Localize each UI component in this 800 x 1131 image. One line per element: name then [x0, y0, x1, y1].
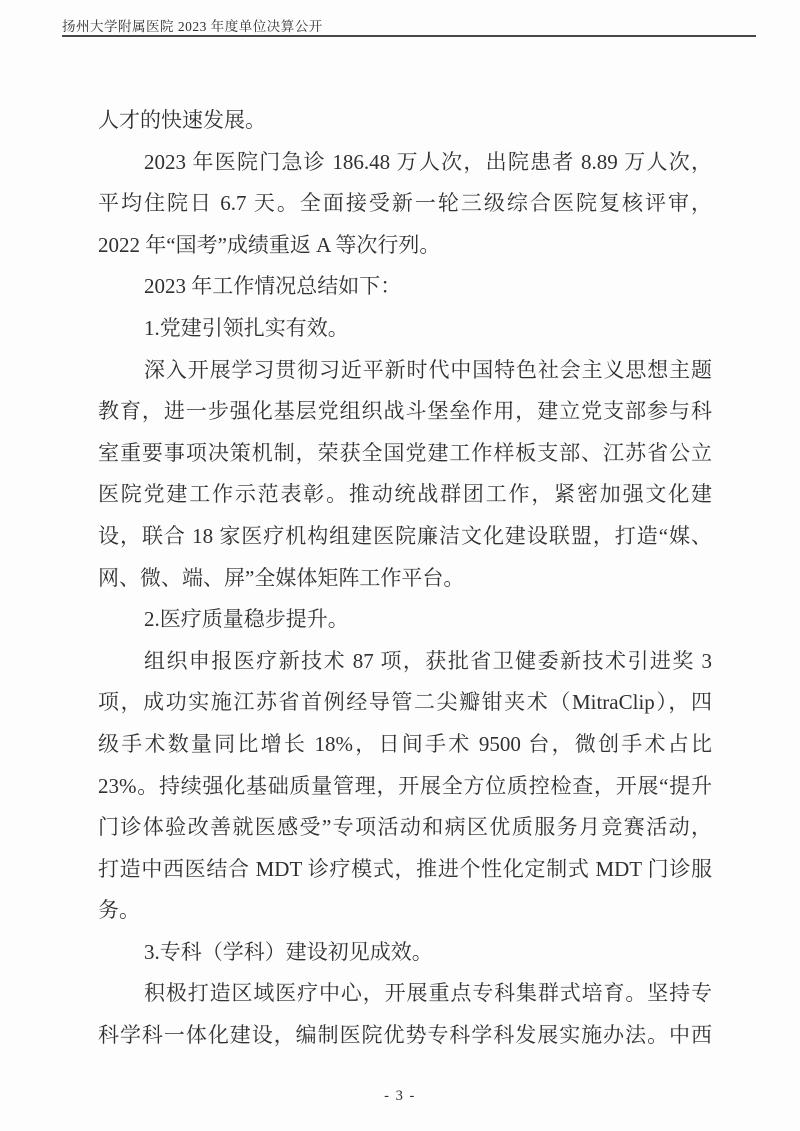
text-line: 1.党建引领扎实有效。 — [144, 315, 349, 340]
text-line: 23%。持续强化基础质量管理，开展全方位质控检查，开展“提升 — [98, 773, 712, 798]
text-line: 2.医疗质量稳步提升。 — [144, 607, 349, 632]
text-line: 网、微、端、屏”全媒体矩阵工作平台。 — [98, 565, 465, 590]
text-line: 科学科一体化建设，编制医院优势专科学科发展实施办法。中西 — [98, 1023, 712, 1048]
text-line: 教育，进一步强化基层党组织战斗堡垒作用，建立党支部参与科 — [98, 399, 712, 424]
text-line: 2023 年医院门急诊 186.48 万人次，出院患者 8.89 万人次， — [144, 149, 712, 174]
page-number: - 3 - — [384, 1088, 416, 1104]
text-line: 设，联合 18 家医疗机构组建医院廉洁文化建设联盟，打造“媒、 — [98, 523, 712, 548]
text-line: 人才的快速发展。 — [98, 108, 266, 132]
text-line: 3.专科（学科）建设初见成效。 — [144, 939, 433, 964]
text-line: 积极打造区域医疗中心，开展重点专科集群式培育。坚持专 — [144, 981, 712, 1006]
text-line: 务。 — [98, 898, 140, 923]
text-line: 打造中西医结合 MDT 诊疗模式，推进个性化定制式 MDT 门诊服 — [98, 856, 712, 881]
text-line: 平均住院日 6.7 天。全面接受新一轮三级综合医院复核评审， — [98, 191, 712, 216]
header-rule — [62, 35, 756, 37]
text-line: 深入开展学习贯彻习近平新时代中国特色社会主义思想主题 — [144, 357, 712, 382]
text-line: 组织申报医疗新技术 87 项，获批省卫健委新技术引进奖 3 — [144, 648, 712, 673]
text-line: 室重要事项决策机制，荣获全国党建工作样板支部、江苏省公立 — [98, 440, 712, 465]
text-line: 门诊体验改善就医感受”专项活动和病区优质服务月竞赛活动， — [98, 815, 712, 840]
text-line: 2022 年“国考”成绩重返 A 等次行列。 — [98, 232, 441, 257]
text-line: 项，成功实施江苏省首例经导管二尖瓣钳夹术（MitraClip），四 — [98, 690, 712, 715]
document-body — [98, 100, 712, 1057]
text-line: 2023 年工作情况总结如下： — [144, 274, 402, 299]
text-line: 医院党建工作示范表彰。推动统战群团工作，紧密加强文化建 — [98, 482, 712, 507]
page-footer — [0, 1088, 800, 1105]
text-line: 级手术数量同比增长 18%，日间手术 9500 台，微创手术占比 — [98, 731, 712, 756]
header-title: 扬州大学附属医院 2023 年度单位决算公开 — [62, 19, 323, 34]
